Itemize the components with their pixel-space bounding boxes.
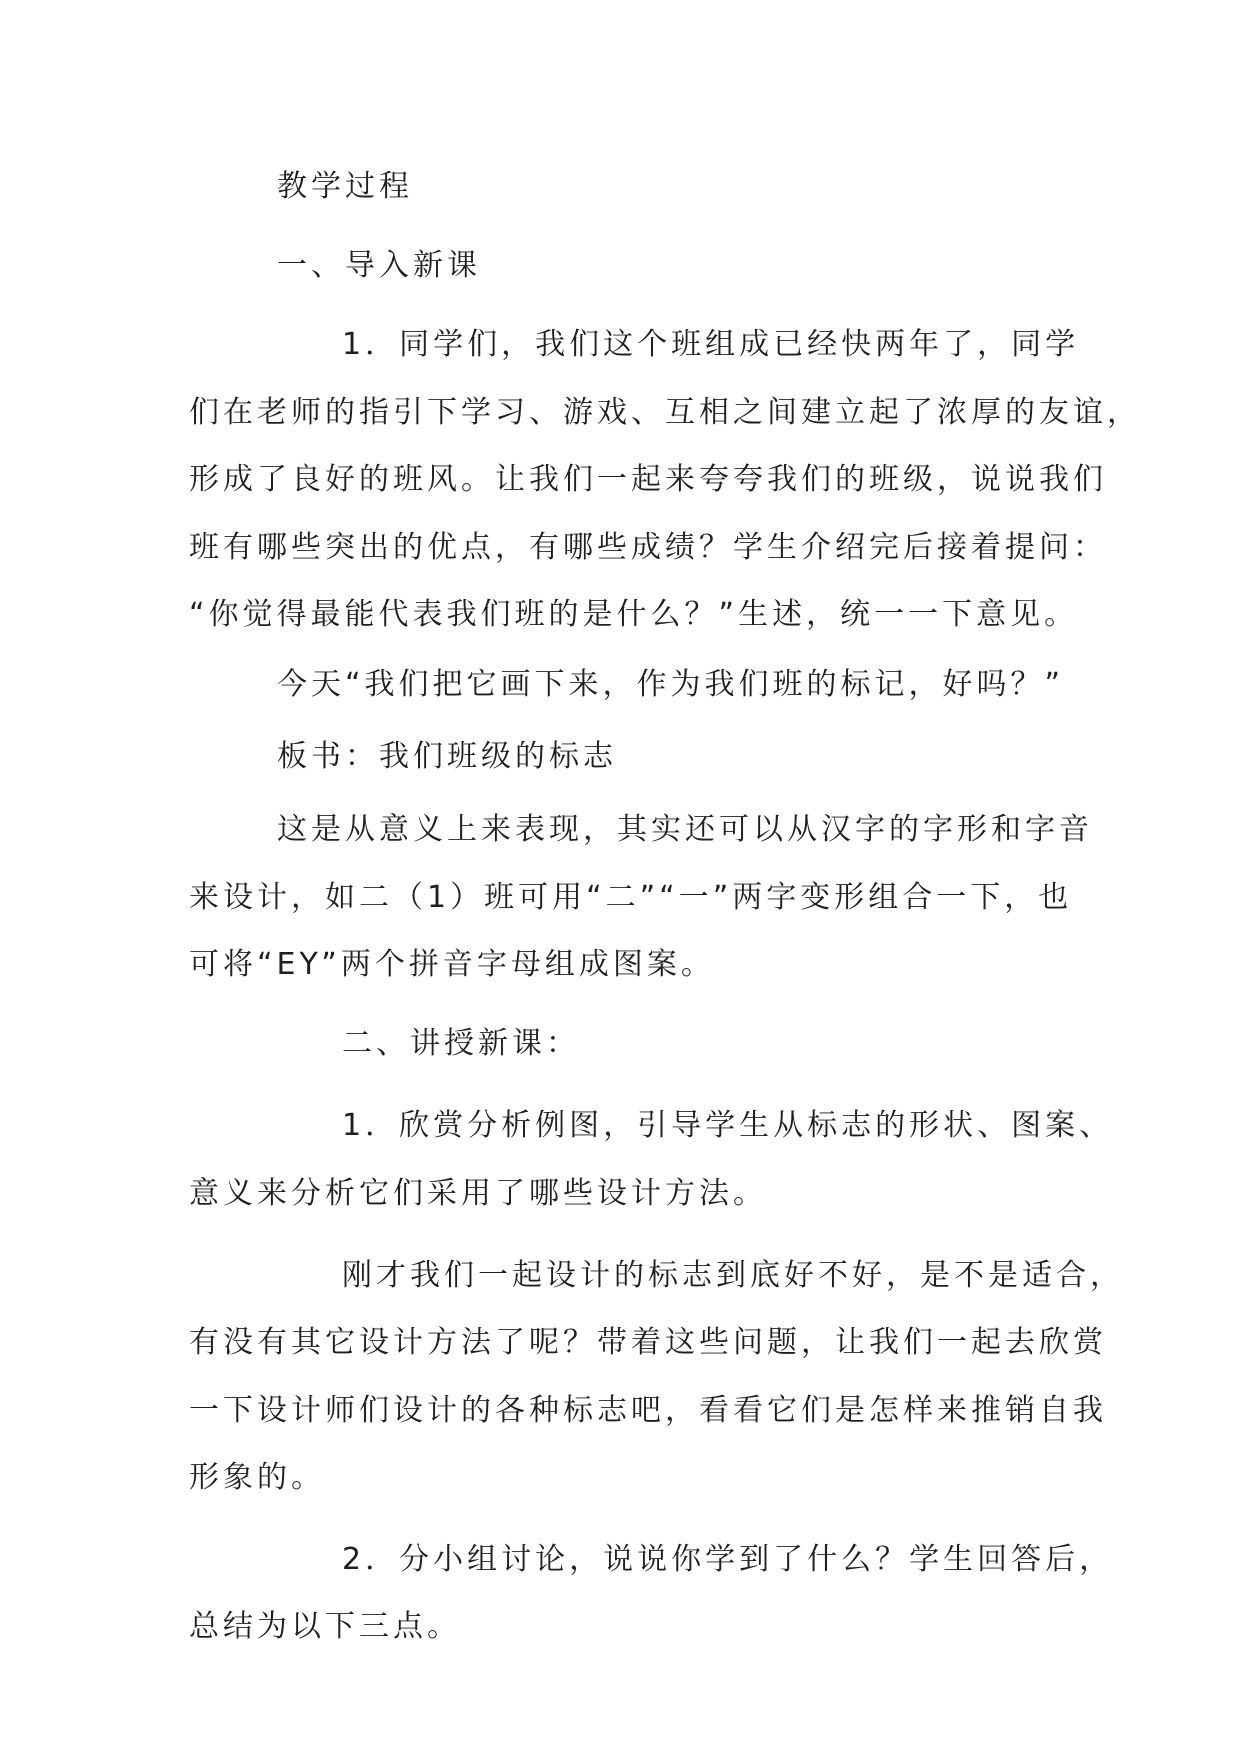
paragraph-line: 总结为以下三点。 bbox=[189, 1609, 461, 1644]
paragraph-line: 刚才我们一起设计的标志到底好不好，是不是适合， bbox=[342, 1258, 1124, 1293]
paragraph-line: 2．分小组讨论，说说你学到了什么？学生回答后， bbox=[342, 1542, 1114, 1577]
paragraph-line: 可将“EY”两个拼音字母组成图案。 bbox=[189, 947, 715, 982]
paragraph-line: 形象的。 bbox=[189, 1460, 325, 1495]
paragraph-line: 班有哪些突出的优点，有哪些成绩？学生介绍完后接着提问： bbox=[189, 530, 1107, 565]
paragraph-line: 们在老师的指引下学习、游戏、互相之间建立起了浓厚的友谊， bbox=[189, 395, 1141, 430]
paragraph-line: 1．欣赏分析例图，引导学生从标志的形状、图案、 bbox=[342, 1108, 1114, 1143]
paragraph-line: 意义来分析它们采用了哪些设计方法。 bbox=[189, 1176, 767, 1211]
blackboard-note: 板书：我们班级的标志 bbox=[277, 739, 617, 774]
section-title: 教学过程 bbox=[277, 169, 413, 204]
paragraph-line: 形成了良好的班风。让我们一起来夸夸我们的班级，说说我们 bbox=[189, 462, 1107, 497]
section-heading-intro: 一、导入新课 bbox=[277, 248, 481, 283]
paragraph-line: 有没有其它设计方法了呢？带着这些问题，让我们一起去欣赏 bbox=[189, 1325, 1107, 1360]
paragraph-line: 一下设计师们设计的各种标志吧，看看它们是怎样来推销自我 bbox=[189, 1393, 1107, 1428]
paragraph-line: 来设计，如二（1）班可用“二”“一”两字变形组合一下，也 bbox=[189, 880, 1073, 915]
section-heading-new-lesson: 二、讲授新课： bbox=[342, 1026, 580, 1061]
paragraph-line: “你觉得最能代表我们班的是什么？”生述，统一一下意见。 bbox=[189, 597, 1079, 632]
paragraph-line: 今天“我们把它画下来，作为我们班的标记，好吗？” bbox=[277, 667, 1065, 702]
paragraph-line: 1．同学们，我们这个班组成已经快两年了，同学 bbox=[342, 327, 1080, 362]
paragraph-line: 这是从意义上来表现，其实还可以从汉字的字形和字音 bbox=[277, 812, 1093, 847]
